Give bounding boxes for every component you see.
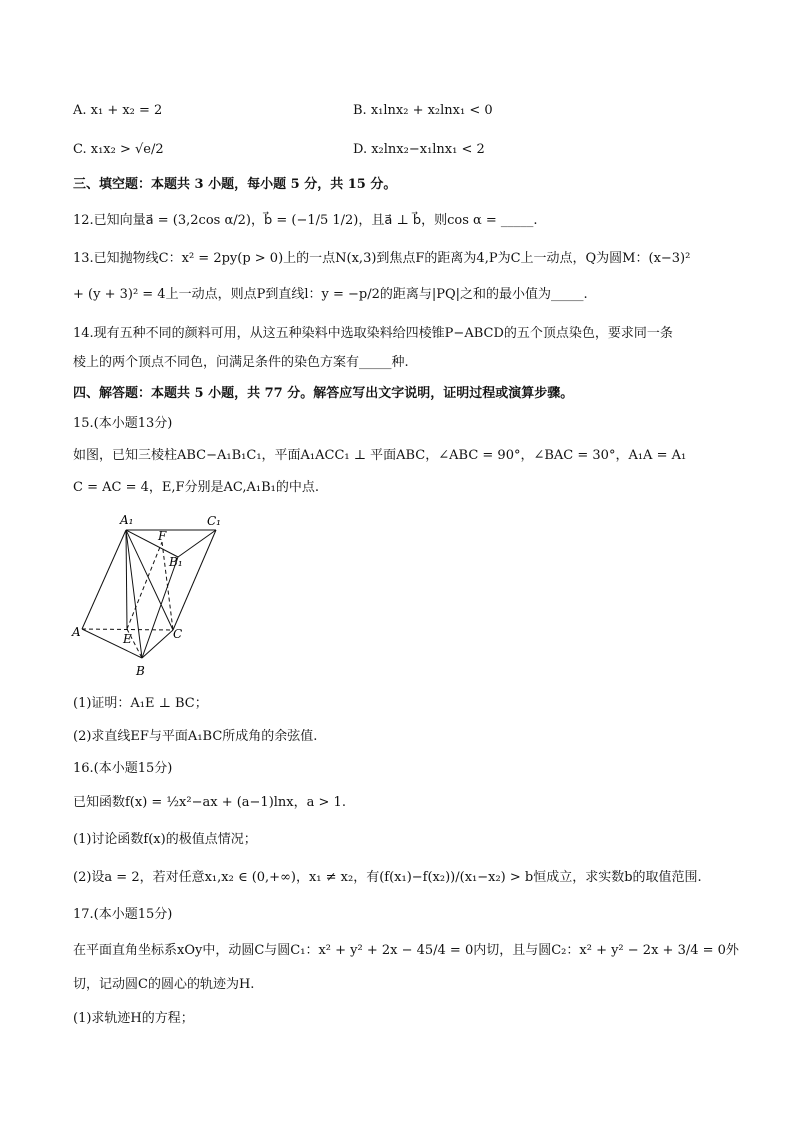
q16-part2: (2)设a = 2，若对任意x₁,x₂ ∈ (0,+∞)，x₁ ≠ x₂，有(f(x₁)−f(x₂))/(x₁−x₂) > b恒成立，求实数b的取值范围. (73, 870, 702, 885)
label-a1: A₁ (120, 513, 134, 527)
label-e: E (123, 632, 132, 646)
q16-part1: (1)讨论函数f(x)的极值点情况； (73, 832, 257, 847)
edge-a1e (126, 530, 127, 629)
edge-a1b1 (126, 530, 178, 557)
section3-heading: 三、填空题：本题共 3 小题，每小题 5 分，共 15 分。 (73, 177, 397, 192)
q13-line1: 13.已知抛物线C：x² = 2py(p > 0)上的一点N(x,3)到焦点F的距离为4,P为C上一动点，Q为圆M：(x−3)² (73, 251, 691, 266)
label-f: F (158, 529, 167, 543)
q17-title: 17.(本小题15分) (73, 907, 173, 922)
section4-heading: 四、解答题：本题共 5 小题，共 77 分。解答应写出文字说明，证明过程或演算步骤。 (73, 386, 574, 401)
q12-text: 12.已知向量a⃗ = (3,2cos α/2)，b⃗ = (−1/5 1/2)，且a⃗ ⊥ b⃗，则cos α = _____. (73, 213, 538, 228)
q15-part1: (1)证明：A₁E ⊥ BC； (73, 696, 208, 711)
label-b1: B₁ (169, 555, 183, 569)
label-a: A (72, 625, 81, 639)
q16-title: 16.(本小题15分) (73, 761, 173, 776)
prism-figure (70, 512, 230, 682)
q15-line2: C = AC = 4，E,F分别是AC,A₁B₁的中点. (73, 480, 320, 495)
label-c1: C₁ (207, 514, 221, 528)
edge-a1a (82, 530, 126, 629)
option-d: D. x₂lnx₂−x₁lnx₁ < 2 (353, 142, 485, 157)
option-b: B. x₁lnx₂ + x₂lnx₁ < 0 (353, 103, 493, 118)
q17-part1: (1)求轨迹H的方程； (73, 1011, 194, 1026)
option-c: C. x₁x₂ > √e/2 (73, 142, 164, 157)
q15-line1: 如图，已知三棱柱ABC−A₁B₁C₁，平面A₁ACC₁ ⊥ 平面ABC，∠ABC = 90°，∠BAC = 30°，A₁A = A₁ (73, 448, 687, 463)
edge-b1b (142, 557, 178, 658)
q17-line2: 切，记动圆C的圆心的轨迹为H. (73, 977, 255, 992)
q14-line1: 14.现有五种不同的颜料可用，从这五种染料中选取染料给四棱锥P−ABCD的五个顶点染色，要求同一条 (73, 326, 673, 341)
q14-line2: 棱上的两个顶点不同色，问满足条件的染色方案有_____种. (73, 355, 409, 370)
q13-line2: + (y + 3)² = 4上一动点，则点P到直线l：y = −p/2的距离与|PQ|之和的最小值为_____. (73, 287, 588, 302)
q16-line1: 已知函数f(x) = ½x²−ax + (a−1)lnx，a > 1. (73, 795, 346, 810)
q15-part2: (2)求直线EF与平面A₁BC所成角的余弦值. (73, 729, 318, 744)
q17-line1: 在平面直角坐标系xOy中，动圆C与圆C₁：x² + y² + 2x − 45/4 = 0内切，且与圆C₂：x² + y² − 2x + 3/4 = 0外 (73, 943, 739, 958)
edge-ab (82, 629, 142, 658)
label-c: C (173, 627, 183, 641)
q15-title: 15.(本小题13分) (73, 416, 173, 431)
prism-diagram (70, 512, 230, 682)
option-a: A. x₁ + x₂ = 2 (73, 103, 163, 118)
label-b: B (136, 664, 145, 678)
